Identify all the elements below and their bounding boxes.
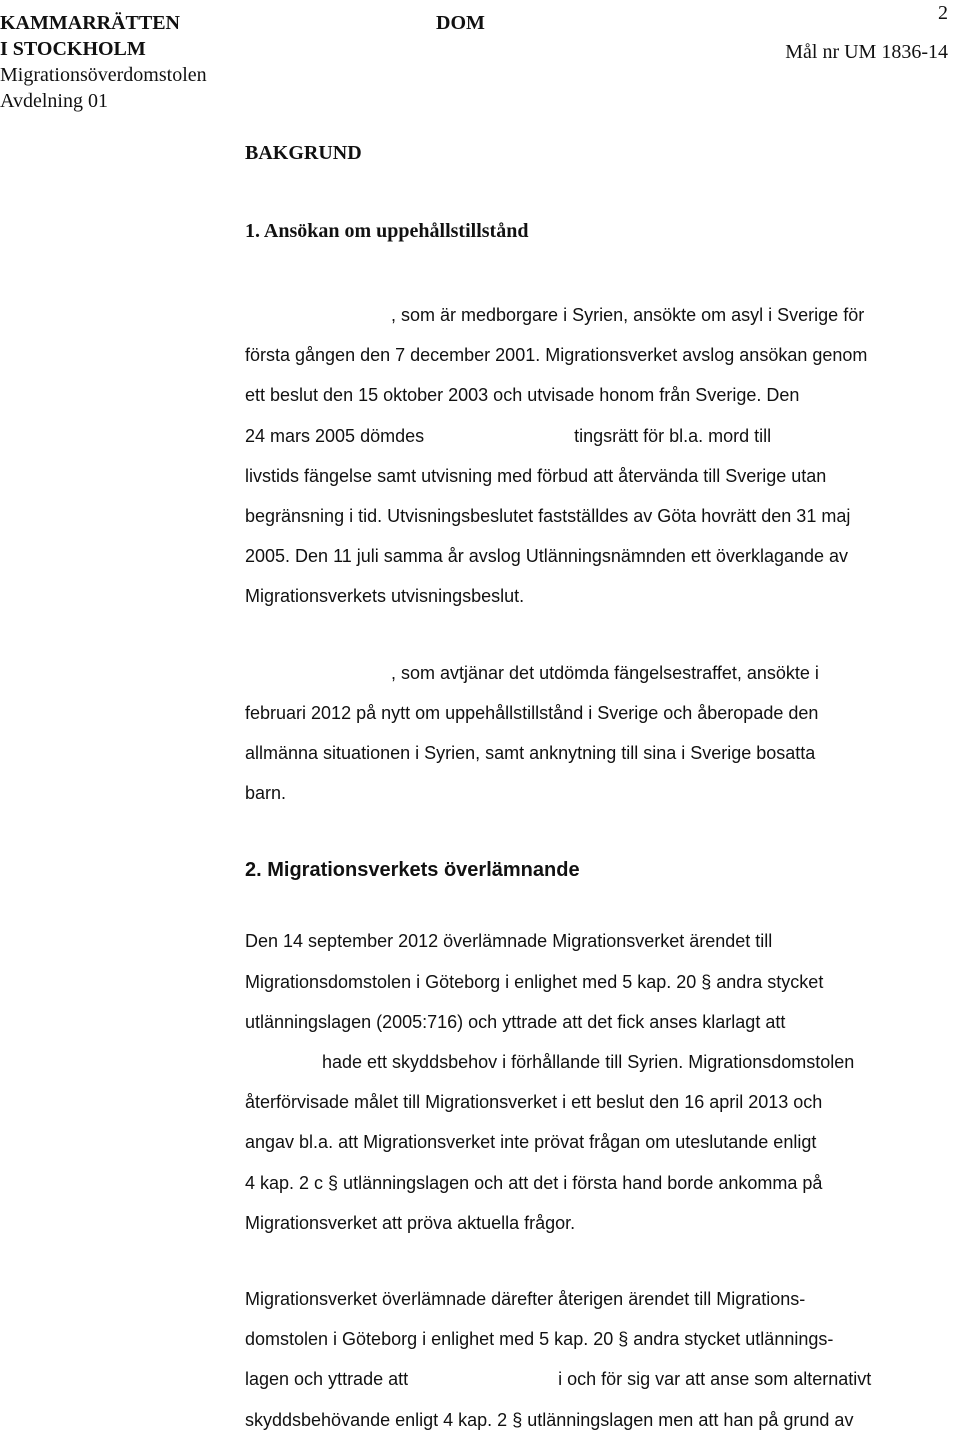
text-line: återförvisade målet till Migrationsverket i ett beslut den 16 april 2013 och bbox=[245, 1092, 823, 1113]
paragraph-background-1 bbox=[245, 295, 960, 617]
text-line: hade ett skyddsbehov i förhållande till Syrien. Migrationsdomstolen bbox=[322, 1052, 855, 1073]
subheading-ansokan: 1. Ansökan om uppehållstillstånd bbox=[245, 220, 529, 242]
text-line: livstids fängelse samt utvisning med förbud att återvända till Sverige utan bbox=[245, 465, 827, 486]
document-header bbox=[0, 0, 960, 120]
text-fragment: i och för sig var att anse som alternativt bbox=[558, 1369, 872, 1390]
text-line: 2005. Den 11 juli samma år avslog Utlänningsnämnden ett överklagande av bbox=[245, 546, 849, 567]
text-line: angav bl.a. att Migrationsverket inte prövat frågan om uteslutande enligt bbox=[245, 1132, 817, 1153]
text-line: Migrationsverket överlämnade därefter återigen ärendet till Migrations- bbox=[245, 1289, 806, 1310]
case-number: Mål nr UM 1836-14 bbox=[785, 41, 948, 63]
document-body bbox=[245, 140, 960, 1440]
document-type: DOM bbox=[436, 12, 485, 34]
text-line: allmänna situationen i Syrien, samt anknytning till sina i Sverige bosatta bbox=[245, 743, 816, 764]
court-line-2: I STOCKHOLM bbox=[0, 38, 146, 60]
text-line: utlänningslagen (2005:716) och yttrade att det fick anses klarlagt att bbox=[245, 1011, 786, 1032]
text-fragment: tingsrätt för bl.a. mord till bbox=[574, 425, 772, 446]
court-line-3: Migrationsöverdomstolen bbox=[0, 64, 207, 86]
page-number: 2 bbox=[938, 2, 948, 24]
text-line: ett beslut den 15 oktober 2003 och utvisade honom från Sverige. Den bbox=[245, 385, 800, 406]
text-line: domstolen i Göteborg i enlighet med 5 kap. 20 § andra stycket utlännings- bbox=[245, 1329, 834, 1350]
text-line bbox=[245, 416, 960, 456]
text-fragment: lagen och yttrade att bbox=[245, 1369, 409, 1390]
text-line bbox=[245, 1359, 960, 1399]
paragraph-background-2 bbox=[245, 653, 960, 814]
text-fragment: 24 mars 2005 dömdes bbox=[245, 425, 425, 446]
text-line: Migrationsverket att pröva aktuella frågor. bbox=[245, 1212, 576, 1233]
paragraph-transfer-1 bbox=[245, 921, 960, 1243]
text-line: första gången den 7 december 2001. Migrationsverket avslog ansökan genom bbox=[245, 345, 868, 366]
text-line: februari 2012 på nytt om uppehållstillstånd i Sverige och åberopade den bbox=[245, 702, 819, 723]
paragraph-transfer-2 bbox=[245, 1279, 960, 1440]
text-line: begränsning i tid. Utvisningsbeslutet fastställdes av Göta hovrätt den 31 maj bbox=[245, 506, 851, 527]
text-line: Den 14 september 2012 överlämnade Migrationsverket ärendet till bbox=[245, 931, 773, 952]
subheading-overlamnande: 2. Migrationsverkets överlämnande bbox=[245, 859, 580, 882]
text-line: , som avtjänar det utdömda fängelsestraffet, ansökte i bbox=[391, 662, 819, 683]
court-line-1: KAMMARRÄTTEN bbox=[0, 12, 180, 34]
text-line: Migrationsverkets utvisningsbeslut. bbox=[245, 586, 525, 607]
text-line: Migrationsdomstolen i Göteborg i enlighet med 5 kap. 20 § andra stycket bbox=[245, 971, 824, 992]
text-line: , som är medborgare i Syrien, ansökte om asyl i Sverige för bbox=[391, 305, 865, 325]
court-name-block bbox=[0, 10, 207, 114]
text-line: 4 kap. 2 c § utlänningslagen och att det i första hand borde ankomma på bbox=[245, 1172, 823, 1193]
court-line-4: Avdelning 01 bbox=[0, 90, 108, 112]
text-line: barn. bbox=[245, 783, 287, 804]
section-heading-bakgrund: BAKGRUND bbox=[245, 142, 362, 164]
text-line: skyddsbehövande enligt 4 kap. 2 § utlänningslagen men att han på grund av bbox=[245, 1409, 854, 1430]
